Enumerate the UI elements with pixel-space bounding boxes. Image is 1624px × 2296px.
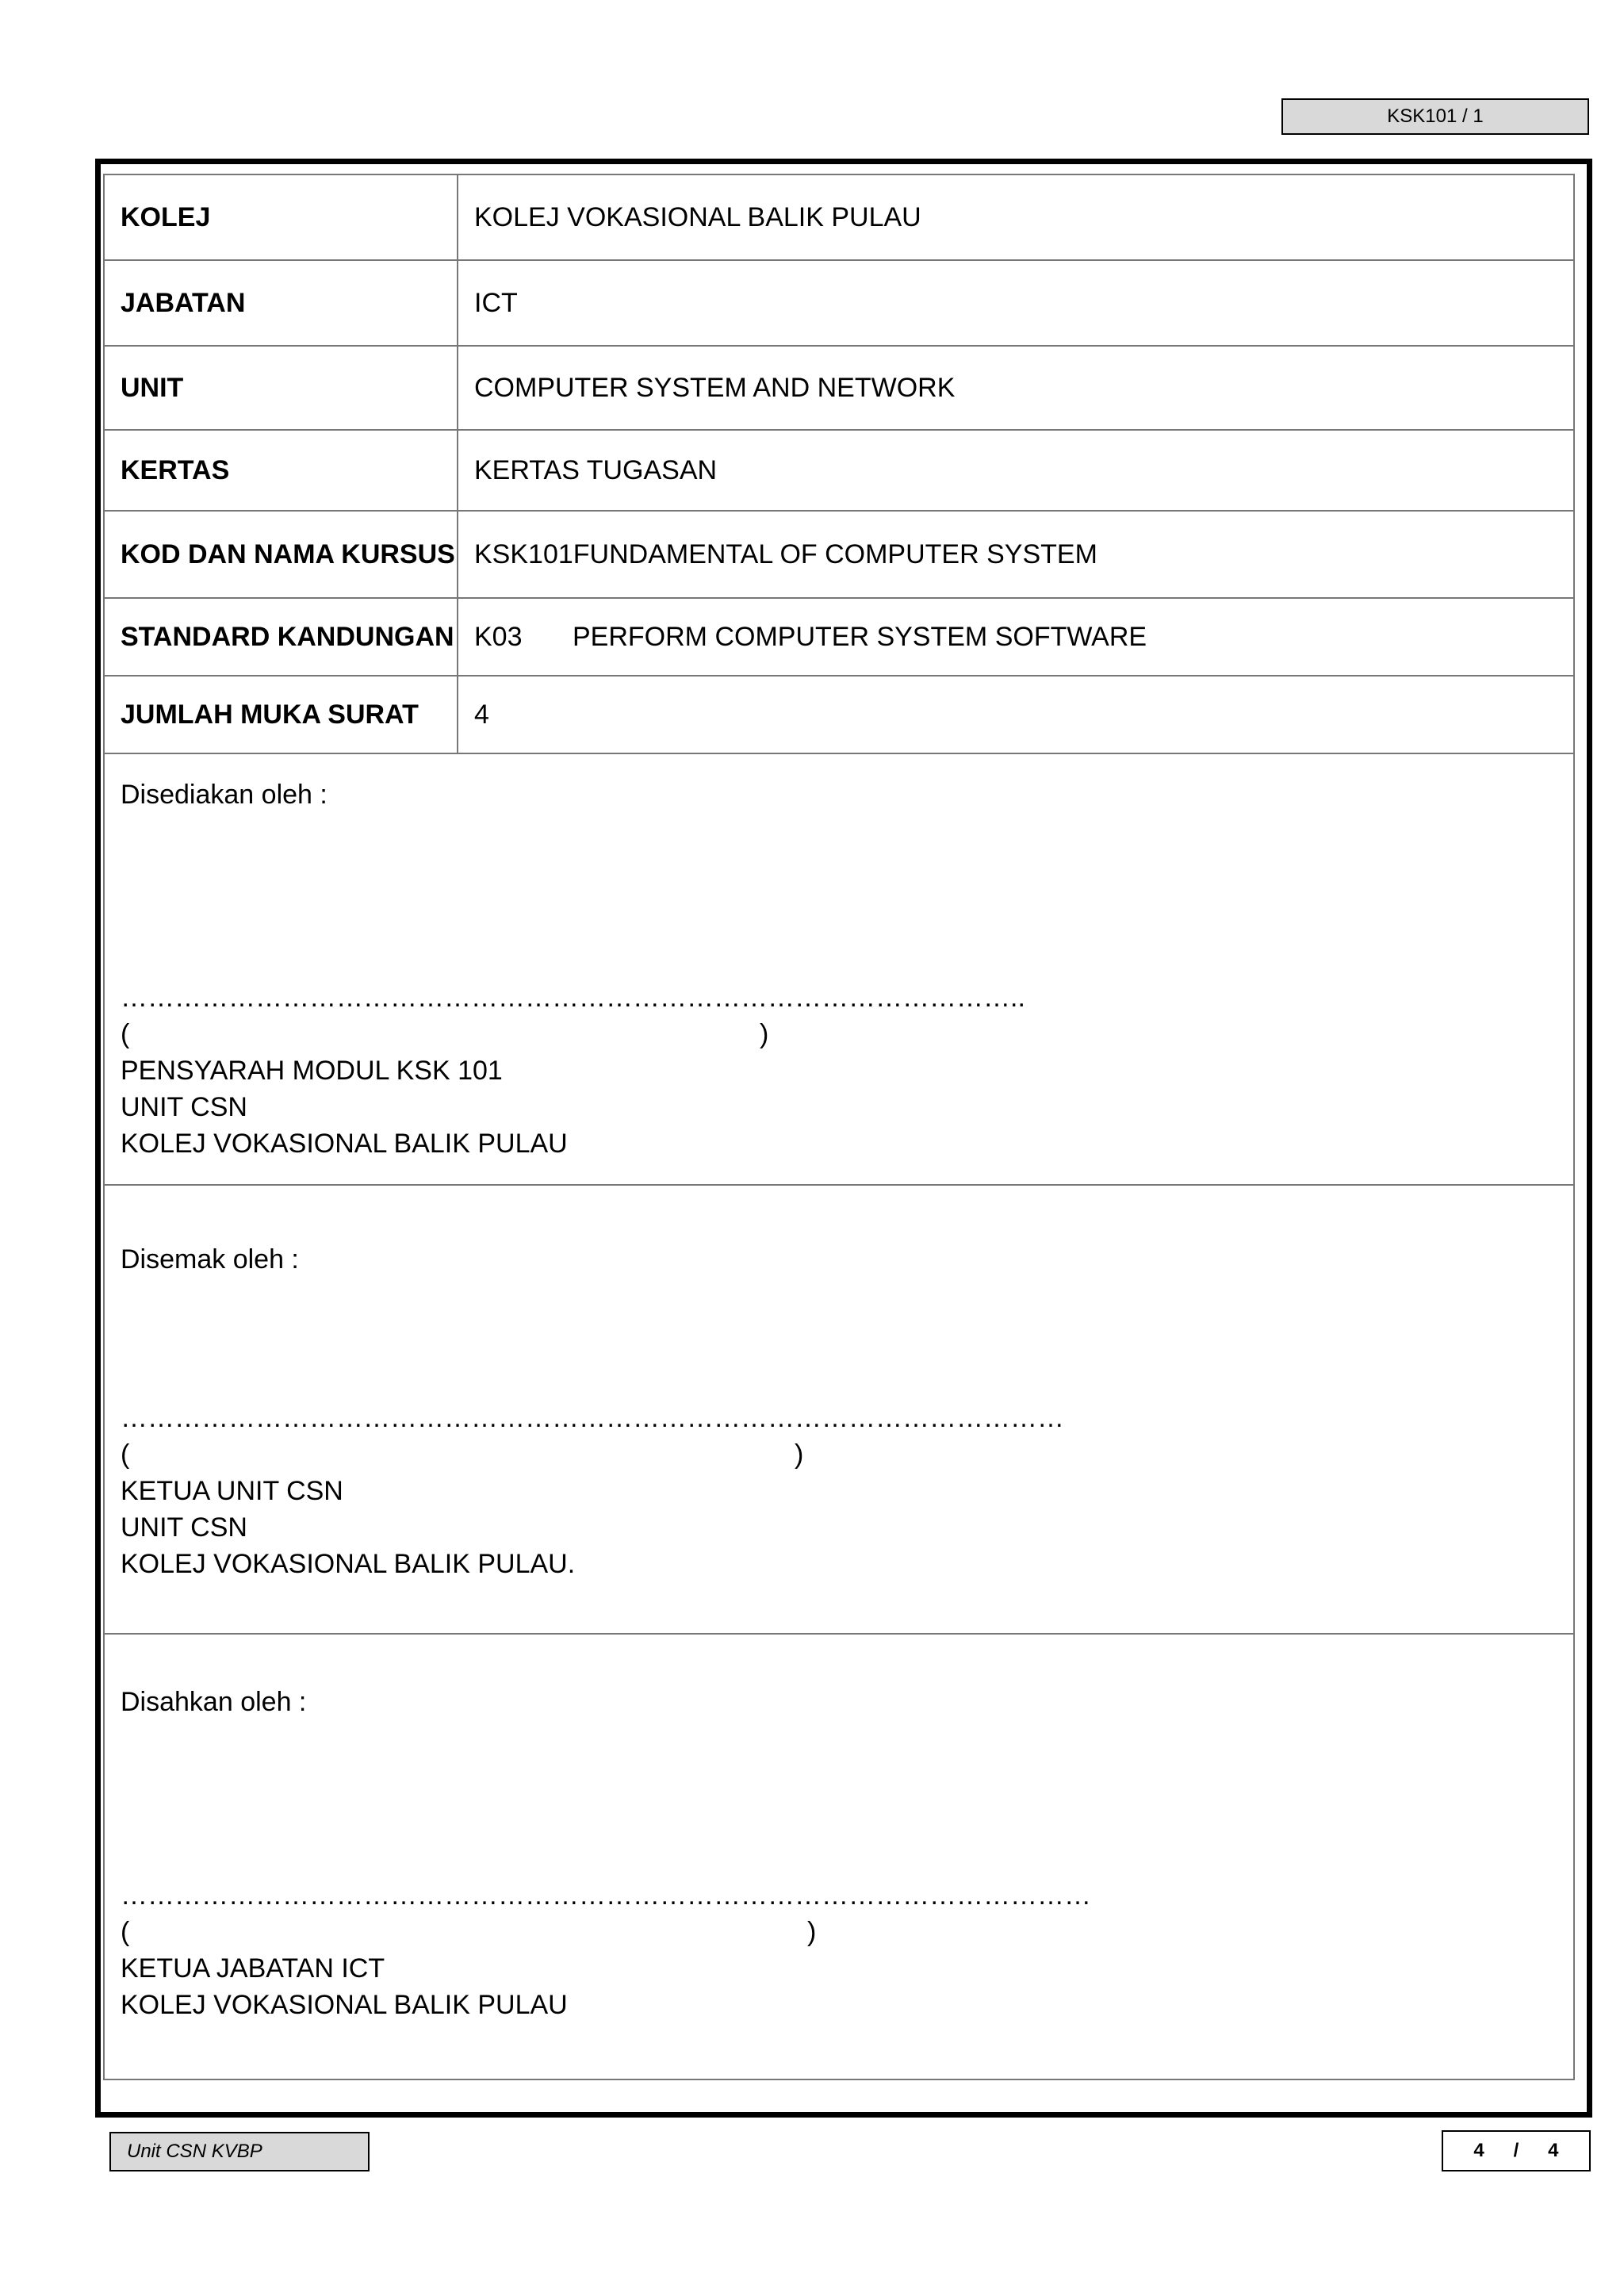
- signature-heading: Disemak oleh :: [121, 1244, 299, 1274]
- signature-dots: ………………………………………………………………………………………..: [121, 983, 1025, 1013]
- signature-heading: Disahkan oleh :: [121, 1687, 307, 1717]
- standard-code: K03: [474, 621, 523, 652]
- row-label: KOLEJ: [105, 175, 458, 259]
- document-code-box: [1281, 98, 1589, 135]
- page-total: 4: [1548, 2140, 1559, 2161]
- row-value: ICT: [474, 287, 518, 318]
- footer-unit-box: [109, 2132, 370, 2171]
- signature-block-approved: [105, 1635, 1573, 2079]
- signature-line: KETUA UNIT CSN: [121, 1476, 343, 1506]
- row-value: KOLEJ VOKASIONAL BALIK PULAU: [474, 201, 921, 232]
- standard-text: PERFORM COMPUTER SYSTEM SOFTWARE: [573, 621, 1147, 652]
- row-label: JABATAN: [105, 261, 458, 345]
- row-kolej: [105, 175, 1573, 261]
- signature-paren-open: (: [121, 1917, 130, 1947]
- row-label: STANDARD KANDUNGAN: [105, 599, 458, 675]
- footer-unit: Unit CSN KVBP: [127, 2141, 262, 2162]
- row-jumlah-muka-surat: [105, 677, 1573, 754]
- row-label: UNIT: [105, 347, 458, 429]
- row-label: JUMLAH MUKA SURAT: [105, 677, 458, 753]
- page-current: 4: [1473, 2140, 1484, 2161]
- row-value: [458, 599, 1573, 675]
- row-label: KERTAS: [105, 431, 458, 510]
- signature-paren-close: ): [760, 1019, 769, 1049]
- signature-line: UNIT CSN: [121, 1092, 247, 1122]
- cover-table: [103, 174, 1575, 2080]
- row-kertas: [105, 431, 1573, 512]
- row-kod-kursus: [105, 512, 1573, 599]
- row-value: 4: [474, 699, 489, 730]
- row-label: KOD DAN NAMA KURSUS: [105, 512, 458, 597]
- signature-line: KOLEJ VOKASIONAL BALIK PULAU: [121, 1990, 568, 2020]
- row-unit: [105, 347, 1573, 431]
- signature-paren-open: (: [121, 1019, 130, 1049]
- page-number-box: [1442, 2130, 1591, 2171]
- signature-dots: ………………………………………………………………………………………………: [121, 1880, 1091, 1911]
- signature-dots: ……………………………………………………………………………………………: [121, 1403, 1064, 1433]
- signature-line: KOLEJ VOKASIONAL BALIK PULAU.: [121, 1549, 576, 1579]
- signature-line: PENSYARAH MODUL KSK 101: [121, 1056, 503, 1086]
- signature-block-prepared: [105, 754, 1573, 1186]
- row-value: KSK101FUNDAMENTAL OF COMPUTER SYSTEM: [474, 539, 1097, 569]
- signature-heading: Disediakan oleh :: [121, 780, 327, 810]
- row-jabatan: [105, 261, 1573, 347]
- signature-line: KOLEJ VOKASIONAL BALIK PULAU: [121, 1129, 568, 1159]
- signature-line: KETUA JABATAN ICT: [121, 1953, 385, 1984]
- signature-paren-close: ): [807, 1917, 817, 1947]
- signature-paren-close: ): [795, 1439, 804, 1470]
- row-standard-kandungan: [105, 599, 1573, 677]
- row-value: COMPUTER SYSTEM AND NETWORK: [474, 372, 956, 403]
- page-separator: /: [1513, 2140, 1519, 2161]
- row-value: KERTAS TUGASAN: [474, 454, 718, 485]
- signature-line: UNIT CSN: [121, 1512, 247, 1543]
- document-code: KSK101 / 1: [1387, 105, 1484, 127]
- signature-block-checked: [105, 1186, 1573, 1635]
- signature-paren-open: (: [121, 1439, 130, 1470]
